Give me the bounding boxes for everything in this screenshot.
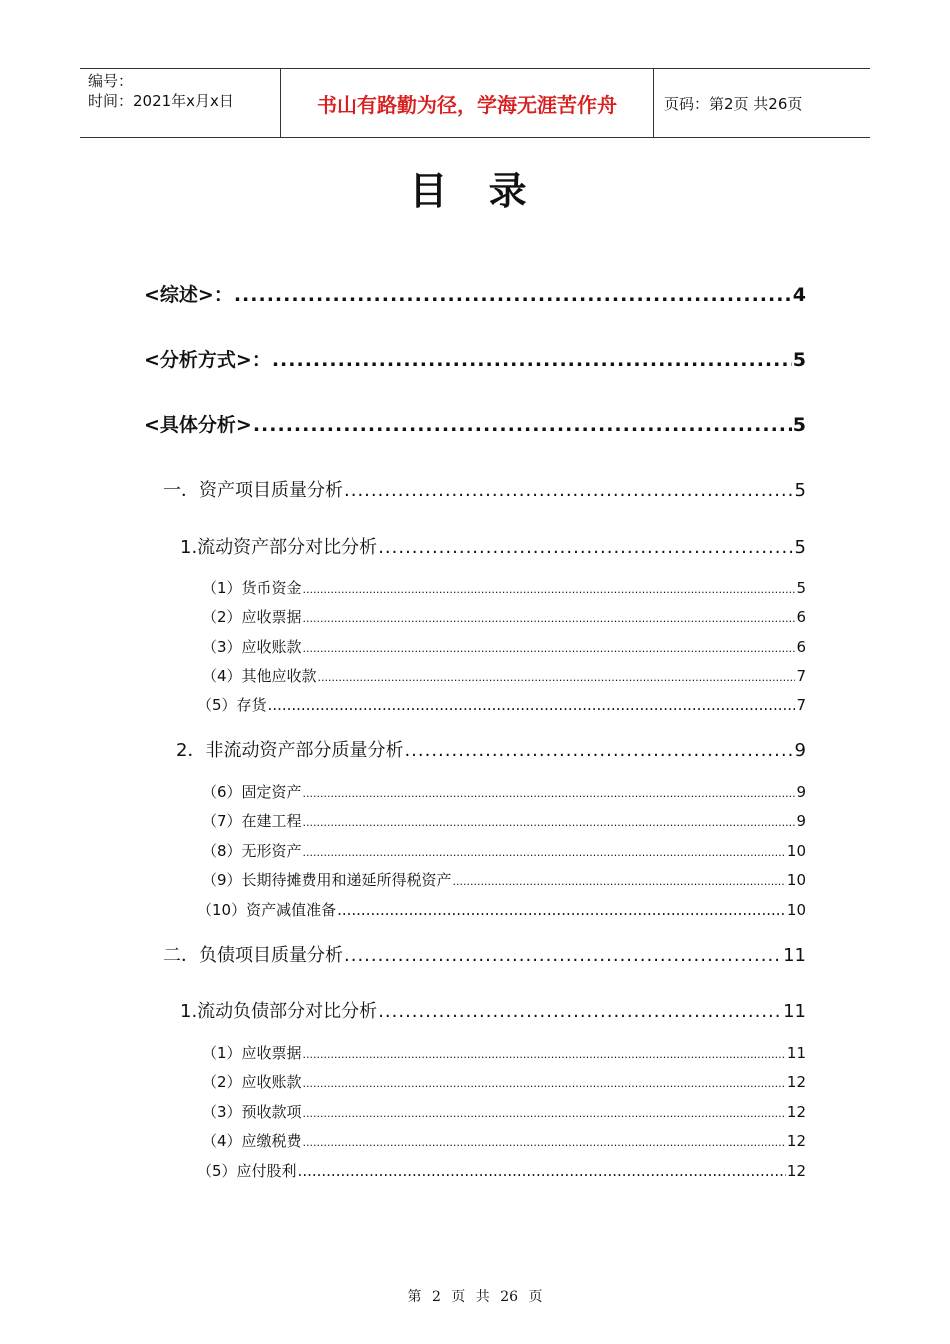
toc-entry-label: <分析方式>： [144,349,271,371]
toc-entry[interactable] [202,1042,806,1063]
toc-entry[interactable] [202,810,806,831]
toc-entry-label: 1.流动负债部分对比分析 [180,1001,378,1022]
toc-entry[interactable] [144,410,806,437]
toc-entry-page: 11 [783,1001,806,1022]
toc-entry-label: （5）存货 [197,696,267,714]
toc-entry-page: 7 [796,667,806,685]
document-title: 目 录 [409,169,541,213]
toc-entry-label: （5）应付股利 [197,1162,297,1180]
header-page-info: 页码：第2页 共26页 [664,94,803,113]
toc-entry-page: 5 [794,537,806,558]
toc-entry[interactable] [144,345,806,372]
toc-entry-label: （1）货币资金 [202,579,302,597]
toc-entry[interactable] [202,1130,806,1151]
toc-entry-page: 6 [796,608,806,626]
header-motto: 书山有路勤为径，学海无涯苦作舟 [281,69,654,137]
page-footer: 第 2 页 共 26 页 [407,1289,543,1305]
toc-entry-label: <具体分析> [144,414,252,436]
toc-entry[interactable] [202,606,806,627]
toc-entry-label: （6）固定资产 [202,783,302,801]
toc-entry-label: 二．负债项目质量分析 [163,945,343,966]
toc-entry-label: （1）应收票据 [202,1044,302,1062]
toc-entry[interactable] [163,941,806,967]
toc-entry-page: 9 [796,783,806,801]
toc-entry-label: <综述>： [144,284,233,306]
toc-entry[interactable] [202,665,806,686]
toc-entry-label: 2．非流动资产部分质量分析 [176,740,404,761]
toc-entry-page: 5 [792,349,806,371]
toc-entry[interactable] [197,899,806,920]
toc-entry-page: 12 [786,1103,806,1121]
toc-entry-label: （3）预收款项 [202,1103,302,1121]
toc-entry-page: 10 [786,901,806,919]
toc-entry-page: 5 [792,414,806,436]
toc-entry[interactable] [202,1101,806,1122]
number-label: 编号： [88,72,134,90]
toc-entry[interactable] [163,476,806,502]
toc-entry[interactable] [176,736,806,762]
toc-entry-label: （7）在建工程 [202,812,302,830]
toc-entry-label: （4）其他应收款 [202,667,317,685]
toc-entry-page: 12 [786,1132,806,1150]
toc-entry[interactable] [202,577,806,598]
toc-entry-page: 11 [786,1044,806,1062]
toc-entry-page: 10 [786,842,806,860]
toc-entry-label: （8）无形资产 [202,842,302,860]
toc-entry[interactable] [180,997,806,1023]
toc-entry[interactable] [197,694,806,715]
toc-entry-page: 7 [796,696,806,714]
toc-entry[interactable] [180,533,806,559]
toc-entry-label: （2）应收账款 [202,1073,302,1091]
toc-entry-label: 1.流动资产部分对比分析 [180,537,378,558]
toc-entry-label: （9）长期待摊费用和递延所得税资产 [202,871,452,889]
toc-entry-label: 一．资产项目质量分析 [163,480,343,501]
toc-entry-page: 11 [783,945,806,966]
time-label: 时间：2021年x月x日 [88,92,234,110]
toc-entry-page: 12 [786,1162,806,1180]
toc-entry-label: （2）应收票据 [202,608,302,626]
toc-entry[interactable] [144,280,806,307]
toc-entry[interactable] [202,869,806,890]
toc-entry[interactable] [202,781,806,802]
toc-entry-label: （10）资产减值准备 [197,901,337,919]
toc-entry-page: 9 [796,812,806,830]
toc-entry-page: 5 [794,480,806,501]
toc-entry-page: 12 [786,1073,806,1091]
toc-entry-label: （4）应缴税费 [202,1132,302,1150]
toc-entry[interactable] [197,1160,806,1181]
toc-entry-page: 9 [794,740,806,761]
toc-entry-page: 6 [796,638,806,656]
toc-entry-page: 10 [786,871,806,889]
toc-entry[interactable] [202,1071,806,1092]
toc-entry-page: 5 [796,579,806,597]
toc-entry[interactable] [202,840,806,861]
toc-entry[interactable] [202,636,806,657]
toc-entry-label: （3）应收账款 [202,638,302,656]
toc-entry-page: 4 [792,284,806,306]
